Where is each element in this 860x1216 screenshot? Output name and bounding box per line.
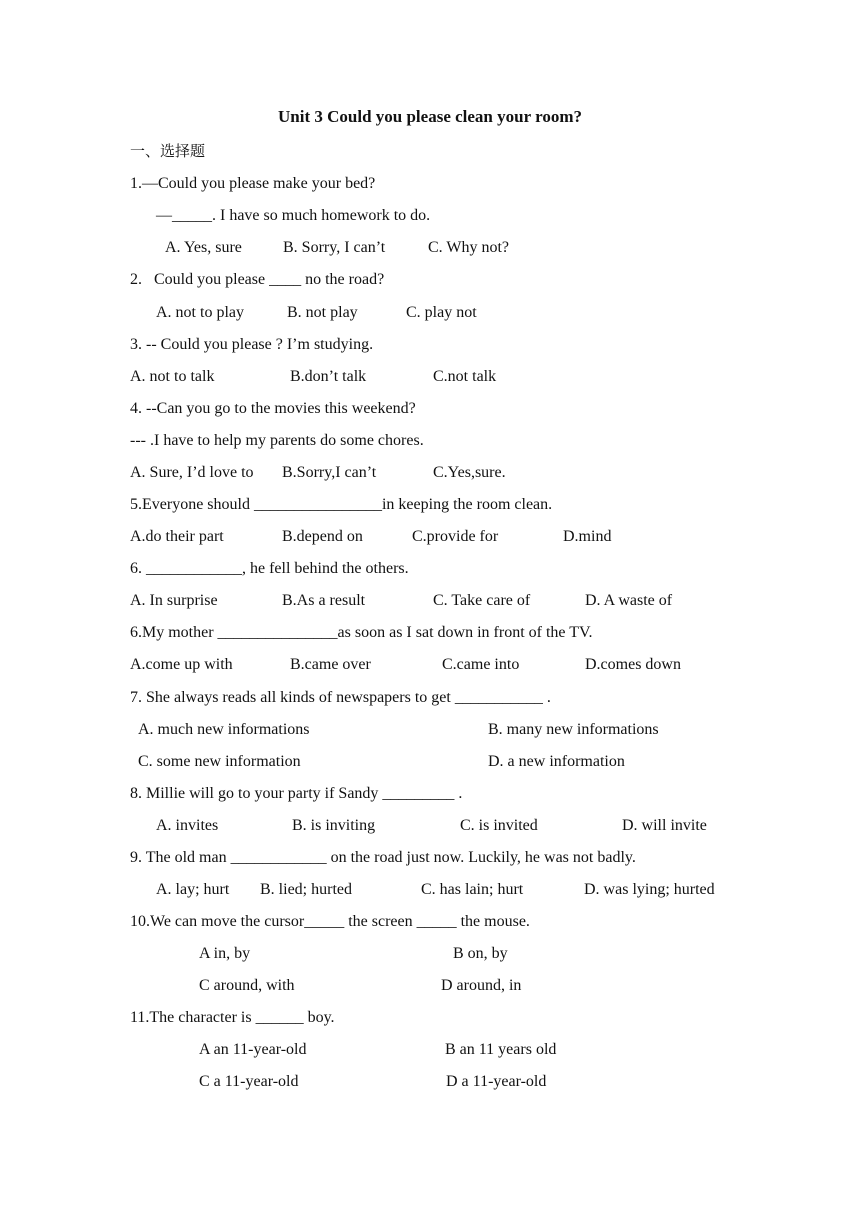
question-11-option-c: C a 11-year-old (199, 1073, 299, 1090)
question-8-option-d: D. will invite (622, 817, 707, 834)
question-5-option-c: C.provide for (412, 528, 499, 545)
question-7-option-b: B. many new informations (488, 721, 659, 738)
question-6a-option-d: D. A waste of (585, 592, 673, 609)
question-8-stem: 8. Millie will go to your party if Sandy _________ . (130, 785, 463, 802)
question-8-option-a: A. invites (156, 817, 219, 834)
question-7-stem: 7. She always reads all kinds of newspapers to get ___________ . (130, 689, 551, 706)
question-8-option-c: C. is invited (460, 817, 538, 834)
question-6b-option-b: B.came over (290, 656, 371, 673)
question-7-option-a: A. much new informations (138, 721, 310, 738)
question-5-option-b: B.depend on (282, 528, 363, 545)
question-4-reply: --- .I have to help my parents do some chores. (130, 432, 424, 449)
question-6a-option-c: C. Take care of (433, 592, 531, 609)
question-1-option-b: B. Sorry, I can’t (283, 239, 386, 256)
question-6a-option-a: A. In surprise (130, 592, 218, 609)
question-1-stem: 1.—Could you please make your bed? (130, 175, 376, 192)
section-heading: 一、选择题 (130, 142, 206, 160)
question-5-stem: 5.Everyone should ________________in keeping the room clean. (130, 496, 553, 513)
question-6b-option-c: C.came into (442, 656, 520, 673)
question-11-option-d: D a 11-year-old (446, 1073, 547, 1090)
question-3-option-b: B.don’t talk (290, 368, 367, 385)
question-10-stem: 10.We can move the cursor_____ the screen _____ the mouse. (130, 913, 530, 930)
question-3-option-c: C.not talk (433, 368, 497, 385)
question-2-option-a: A. not to play (156, 304, 244, 321)
question-11-stem: 11.The character is ______ boy. (130, 1009, 335, 1026)
question-8-option-b: B. is inviting (292, 817, 376, 834)
question-1-option-c: C. Why not? (428, 239, 510, 256)
question-10-option-c: C around, with (199, 977, 295, 994)
question-6a-option-b: B.As a result (282, 592, 366, 609)
question-2-stem: 2. Could you please ____ no the road? (130, 271, 385, 288)
question-11-option-b: B an 11 years old (445, 1041, 557, 1058)
question-7-option-c: C. some new information (138, 753, 301, 770)
question-1-reply: —_____. I have so much homework to do. (156, 207, 431, 224)
question-5-option-d: D.mind (563, 528, 612, 545)
question-4-stem: 4. --Can you go to the movies this weekend? (130, 400, 416, 417)
question-7-option-d: D. a new information (488, 753, 625, 770)
question-6b-stem: 6.My mother _______________as soon as I sat down in front of the TV. (130, 624, 593, 641)
question-9-option-c: C. has lain; hurt (421, 881, 524, 898)
question-9-option-b: B. lied; hurted (260, 881, 352, 898)
question-4-option-a: A. Sure, I’d love to (130, 464, 254, 481)
question-9-option-a: A. lay; hurt (156, 881, 230, 898)
worksheet-title: Unit 3 Could you please clean your room? (278, 107, 582, 126)
question-9-option-d: D. was lying; hurted (584, 881, 715, 898)
question-10-option-a: A in, by (199, 945, 251, 962)
question-3-option-a: A. not to talk (130, 368, 215, 385)
question-6b-option-a: A.come up with (130, 656, 233, 673)
question-6a-stem: 6. ____________, he fell behind the others. (130, 560, 409, 577)
question-4-option-b: B.Sorry,I can’t (282, 464, 377, 481)
question-2-option-b: B. not play (287, 304, 358, 321)
question-6b-option-d: D.comes down (585, 656, 681, 673)
question-2-option-c: C. play not (406, 304, 477, 321)
question-5-option-a: A.do their part (130, 528, 224, 545)
question-4-option-c: C.Yes,sure. (433, 464, 506, 481)
question-10-option-b: B on, by (453, 945, 508, 962)
question-3-stem: 3. -- Could you please ? I’m studying. (130, 336, 374, 353)
question-10-option-d: D around, in (441, 977, 522, 994)
question-11-option-a: A an 11-year-old (199, 1041, 307, 1058)
question-9-stem: 9. The old man ____________ on the road just now. Luckily, he was not badly. (130, 849, 636, 866)
question-1-option-a: A. Yes, sure (165, 239, 242, 256)
